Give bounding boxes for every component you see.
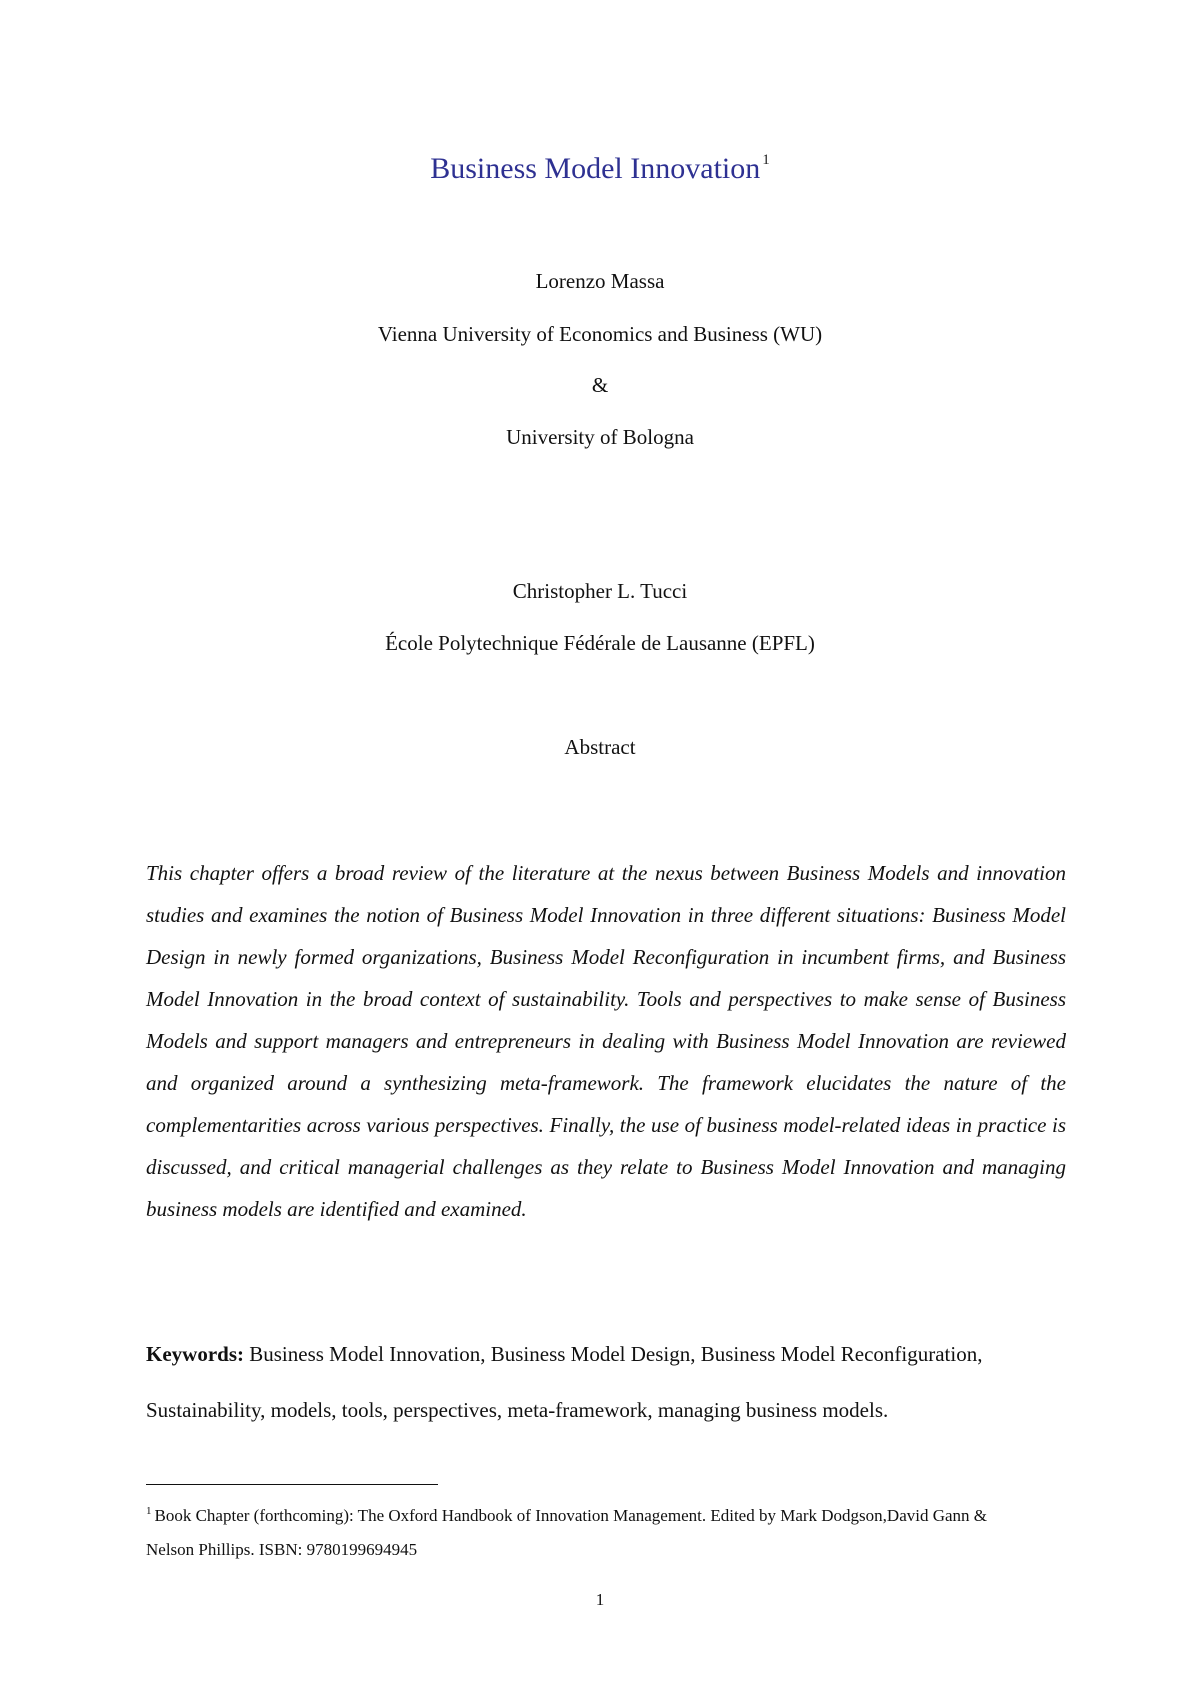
author1-affiliation-2: University of Bologna xyxy=(506,425,694,449)
page-number: 1 xyxy=(595,1590,605,1609)
author2-name: Christopher L. Tucci xyxy=(512,579,688,603)
chapter-title xyxy=(0,142,1200,187)
author1-name: Lorenzo Massa xyxy=(535,269,665,293)
abstract-body: This chapter offers a broad review of the literature at the nexus between Business Models and innovation studies and examines the notion of Business Model Innovation in three different situations: Business Model Design in newly formed organizations, Business Model Reconfiguration in incumbent firms, and Business Model Innovation in the broad context of sustainability. Tools and perspectives to make sense of Business Models and support managers and entrepreneurs in dealing with Business Model Innovation are reviewed and organized around a synthesizing meta-framework. The framework elucidates the nature of the complementarities across various perspectives. Finally, the use of business model-related ideas in practice is discussed, and critical managerial challenges as they relate to Business Model Innovation and managing business models are identified and examined. xyxy=(146,861,1066,1221)
keywords-section xyxy=(146,1326,1066,1438)
author1-affiliation-1: Vienna University of Economics and Business (WU) xyxy=(377,322,823,346)
abstract-heading: Abstract xyxy=(564,735,636,759)
footnote-text: Book Chapter (forthcoming): The Oxford Handbook of Innovation Management. Edited by Mark Dodgson,David Gann & Nelson Phillips. ISBN: 9780199694945 xyxy=(146,1506,988,1559)
title-footnote-marker: 1 xyxy=(762,152,770,168)
footnote-marker: 1 xyxy=(146,1505,152,1517)
footnote xyxy=(146,1494,1026,1567)
author2-affiliation: École Polytechnique Fédérale de Lausanne (EPFL) xyxy=(385,631,815,655)
footnote-separator xyxy=(146,1484,438,1485)
keywords-label: Keywords: xyxy=(146,1342,244,1366)
chapter-title-text: Business Model Innovation xyxy=(430,152,761,185)
author-ampersand: & xyxy=(591,373,609,397)
keywords-list: Business Model Innovation, Business Model Design, Business Model Reconfiguration, Sustainability, models, tools, perspectives, meta-framework, managing business models. xyxy=(146,1342,983,1422)
